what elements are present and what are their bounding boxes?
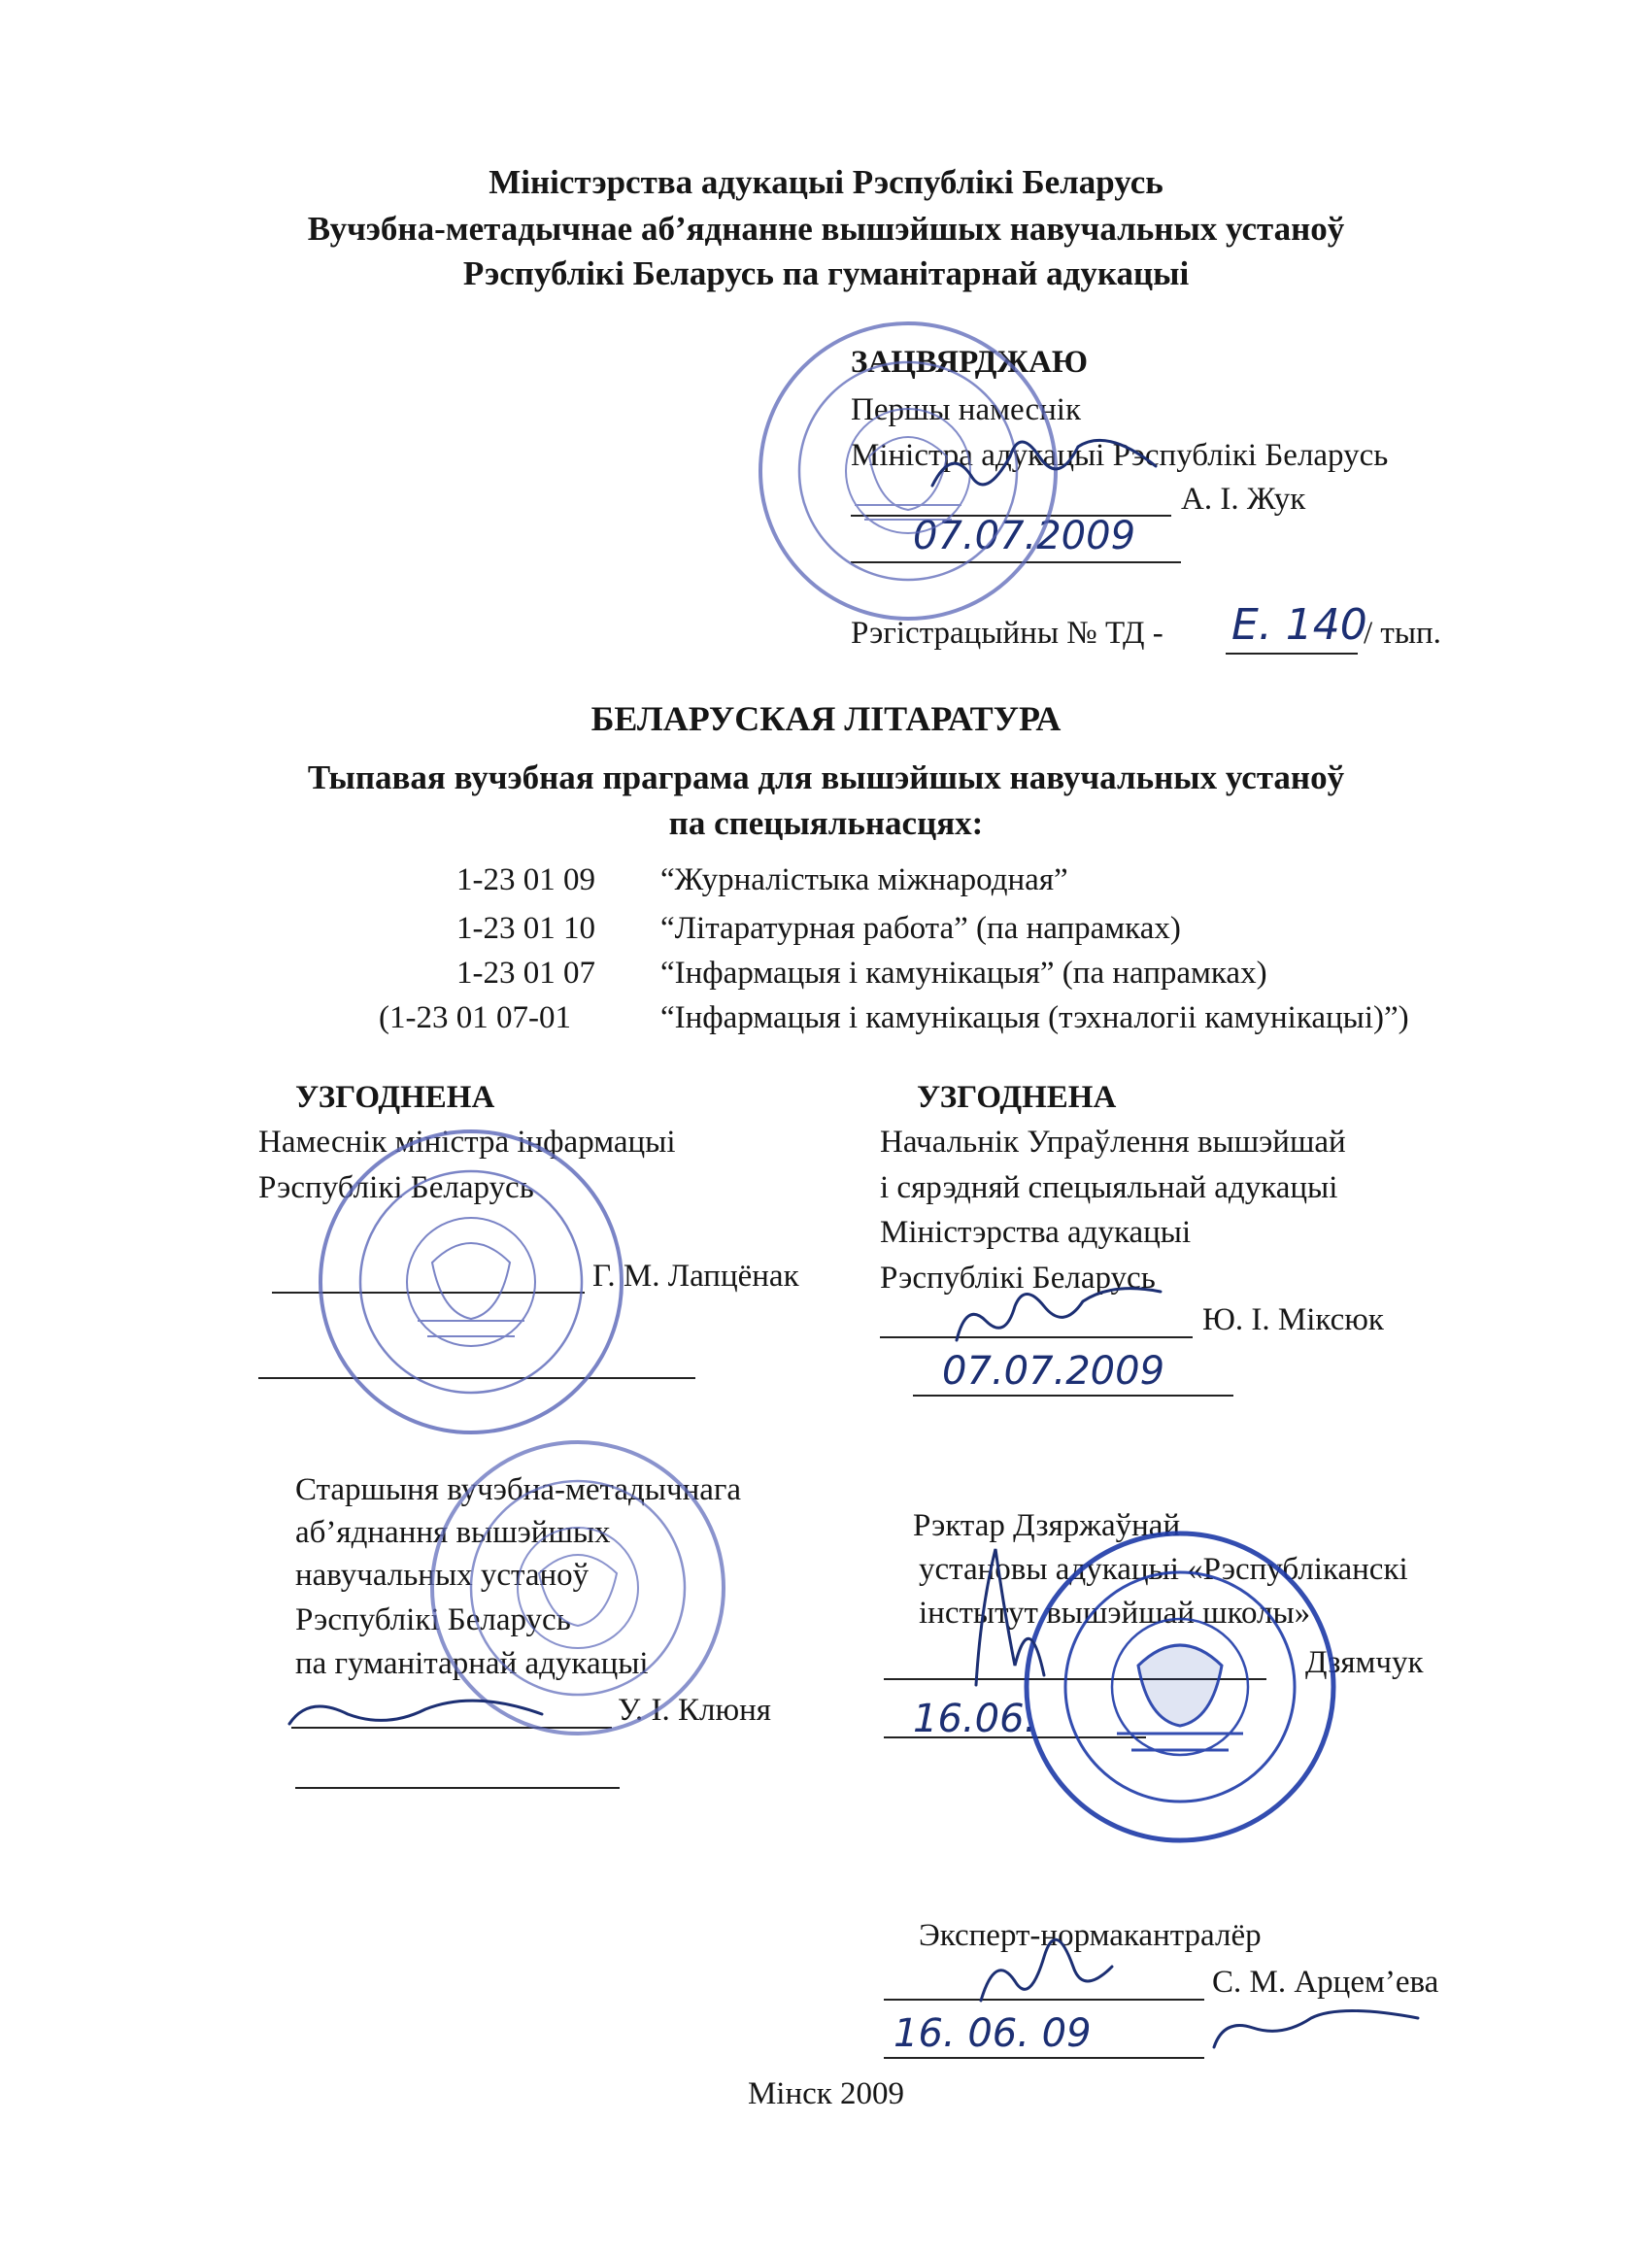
rector-name: Дзямчук [1305, 1645, 1424, 1680]
agreed-right-line-1: Начальнік Упраўлення вышэйшай [880, 1125, 1346, 1160]
agreed-left-signature-line [272, 1292, 585, 1294]
specialty-item [379, 1002, 1409, 1034]
handwritten-signatures [289, 440, 1418, 2047]
specialty-code: 1-23 01 09 [456, 862, 595, 897]
approval-name: А. І. Жук [1181, 482, 1306, 517]
agreed-right-title: УЗГОДНЕНА [917, 1080, 1117, 1115]
specialty-name: “Інфармацыя і камунікацыя” (па напрамках) [660, 956, 1267, 991]
registration-number: Е. 140 [1231, 600, 1367, 650]
approval-date-line [851, 561, 1181, 563]
chair-signature-line [291, 1727, 612, 1729]
expert-title: Эксперт-нормакантралёр [919, 1918, 1262, 1953]
specialty-item [456, 958, 1267, 990]
expert-date: 16. 06. 09 [893, 2011, 1092, 2056]
agreed-right-line-4: Рэспублікі Беларусь [880, 1261, 1156, 1296]
agreed-right-line-3: Міністэрства адукацыі [880, 1215, 1192, 1250]
header-association-2: Рэспублікі Беларусь па гуманітарнай адукацыі [462, 254, 1190, 292]
specialty-code: (1-23 01 07-01 [379, 1000, 571, 1035]
header-ministry: Міністэрства адукацыі Рэспублікі Беларусь [489, 163, 1163, 201]
approval-title: ЗАЦВЯРДЖАЮ [851, 345, 1089, 380]
expert-date-line [884, 2057, 1204, 2059]
footer-place-year: Мінск 2009 [747, 2076, 905, 2111]
program-subtitle-2: па спецыяльнасцях: [668, 804, 984, 842]
program-title: БЕЛАРУСКАЯ ЛІТАРАТУРА [590, 699, 1062, 738]
specialty-name: “Літаратурная работа” (па напрамках) [660, 911, 1181, 946]
expert-signature-line [884, 1999, 1204, 2001]
agreed-left-date-line [258, 1377, 695, 1379]
approval-role-1: Першы намеснік [851, 392, 1081, 427]
specialty-code: 1-23 01 10 [456, 911, 595, 946]
agreed-left-line-1: Намеснік міністра інфармацыі [258, 1125, 676, 1160]
specialty-name: “Інфармацыя і камунікацыя (тэхналогіі камунікацыі)”) [660, 1000, 1409, 1035]
rector-line-3: інстытут вышэйшай школы» [919, 1596, 1311, 1631]
registration-prefix: Рэгістрацыйны № ТД - [851, 616, 1163, 651]
rector-date: 16.06. [913, 1697, 1037, 1741]
chair-line-4: Рэспублікі Беларусь [295, 1602, 571, 1637]
chair-line-2: аб’яднання вышэйшых [295, 1515, 611, 1550]
agreed-right-line-2: і сярэдняй спецыяльнай адукацыі [880, 1170, 1338, 1205]
specialty-item [456, 864, 1068, 896]
registration-suffix: / тып. [1364, 616, 1441, 651]
program-subtitle: Тыпавая вучэбная праграма для вышэйшых навучальных устаноў [307, 758, 1345, 796]
agreed-right-signature-line [880, 1336, 1193, 1338]
registration-line [1226, 653, 1358, 655]
approval-date: 07.07.2009 [913, 514, 1136, 558]
agreed-left-line-2: Рэспублікі Беларусь [258, 1170, 534, 1205]
agreed-left-name: Г. М. Лапцёнак [592, 1259, 799, 1294]
specialty-item [456, 913, 1181, 945]
chair-date-line [295, 1787, 620, 1789]
chair-line-5: па гуманітарнай адукацыі [295, 1646, 649, 1681]
rector-line-2: установы адукацыі «Рэспубліканскі [919, 1552, 1408, 1587]
agreed-right-date-line [913, 1395, 1233, 1397]
chair-line-3: навучальных устаноў [295, 1558, 590, 1593]
approval-role-2: Міністра адукацыі Рэспублікі Беларусь [851, 438, 1389, 473]
specialty-name: “Журналістыка міжнародная” [660, 862, 1068, 897]
chair-name: У. І. Клюня [618, 1693, 771, 1728]
agreed-left-title: УЗГОДНЕНА [295, 1080, 495, 1115]
agreed-right-date: 07.07.2009 [942, 1349, 1165, 1394]
specialty-code: 1-23 01 07 [456, 956, 595, 991]
rector-signature-line [884, 1678, 1266, 1680]
chair-line-1: Старшыня вучэбна-метадычнага [295, 1472, 742, 1507]
expert-name: С. М. Арцем’ева [1212, 1965, 1439, 2000]
header-association: Вучэбна-метадычнае аб’яднанне вышэйшых навучальных устаноў [307, 210, 1345, 248]
rector-line-1: Рэктар Дзяржаўнай [913, 1508, 1181, 1543]
agreed-right-name: Ю. І. Міксюк [1202, 1302, 1384, 1337]
